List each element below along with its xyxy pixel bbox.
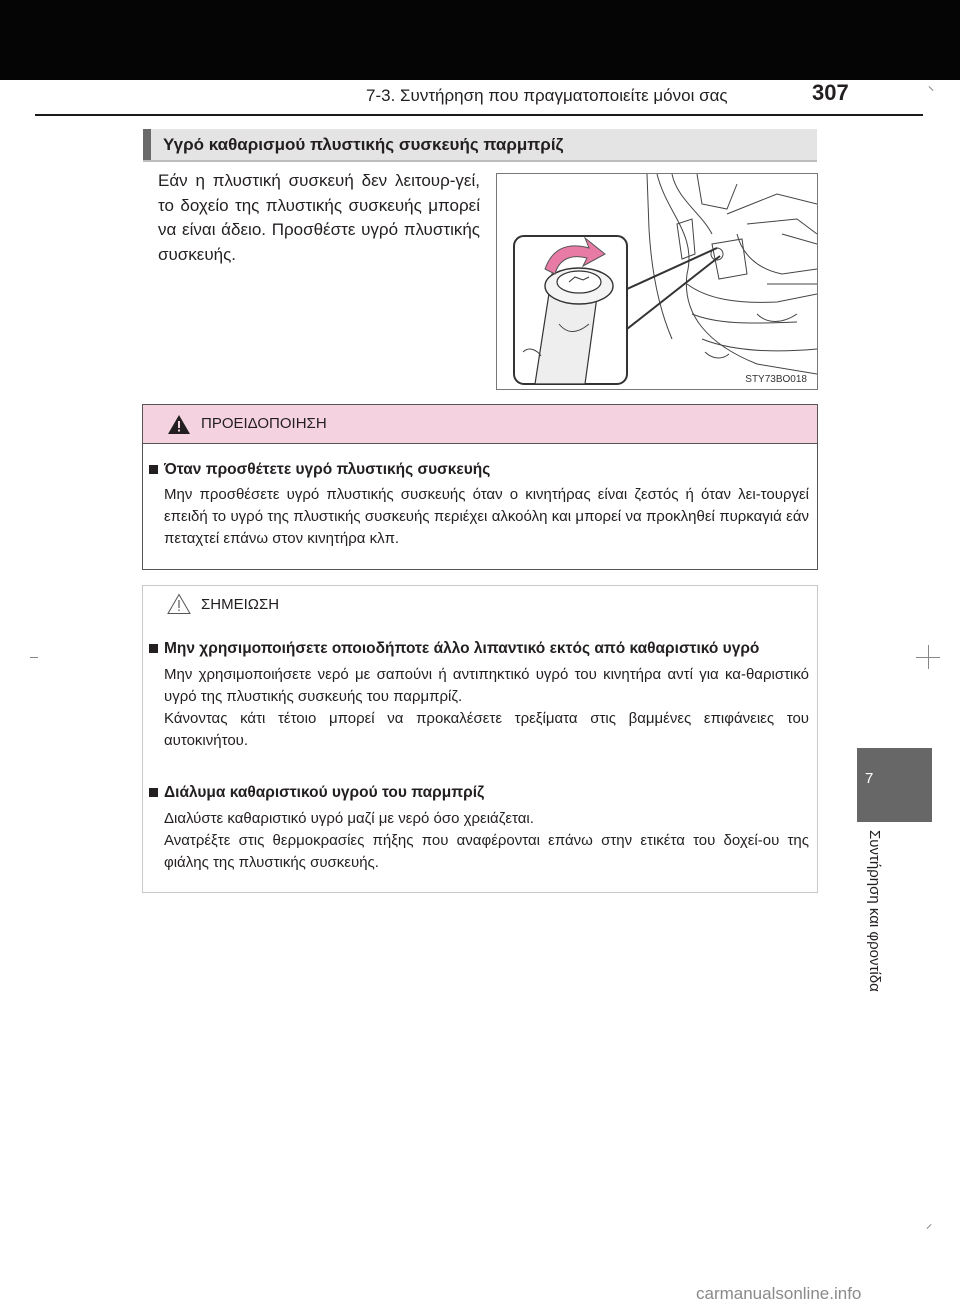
warning-item-title <box>149 459 809 481</box>
note-item-body: Ανατρέξτε στις θερμοκρασίες πήξης που αναφέρονται επάνω στην ετικέτα του δοχεί-ου της φιάλης της πλυστικής συσκευής. <box>164 832 809 871</box>
top-black-bar <box>0 0 960 80</box>
warning-box <box>142 404 818 570</box>
crop-mark <box>927 1224 932 1229</box>
note-heading: ΣΗΜΕΙΩΣΗ <box>201 596 280 613</box>
note-item-title <box>149 638 809 660</box>
note-box <box>142 585 818 893</box>
square-bullet-icon <box>149 465 158 474</box>
note-item-title-text: Μην χρησιμοποιήσετε οποιοδήποτε άλλο λιπαντικό εκτός από καθαριστικό υγρό <box>164 640 760 657</box>
crop-mark <box>928 645 929 669</box>
warning-header <box>143 405 817 444</box>
warning-item-title-text: Όταν προσθέτετε υγρό πλυστικής συσκευής <box>164 461 491 478</box>
note-item-title <box>149 782 809 804</box>
crop-mark <box>929 86 934 91</box>
watermark: carmanualsonline.info <box>696 1284 862 1303</box>
header-section-title: 7-3. Συντήρηση που πραγματοποιείτε μόνοι σας <box>366 86 728 105</box>
header-rule <box>35 114 923 116</box>
warning-heading: ΠΡΟΕΙΔΟΠΟΙΗΣΗ <box>201 415 327 432</box>
note-item <box>149 782 809 874</box>
title-stripe <box>143 129 151 160</box>
square-bullet-icon <box>149 788 158 797</box>
warning-triangle-icon <box>167 414 191 435</box>
note-item-body: Μην χρησιμοποιήσετε νερό με σαπούνι ή αντιπηκτικό υγρό του κινητήρα αντί για κα-θαριστικό υγρό της πλυστικής συσκευής του παρμπρίζ. <box>164 666 809 705</box>
note-item-body: Κάνοντας κάτι τέτοιο μπορεί να προκαλέσετε τρεξίματα στις βαμμένες επιφάνειες του αυτοκινήτου. <box>164 710 809 749</box>
washer-reservoir-illustration <box>497 174 817 389</box>
chapter-tab <box>857 748 932 822</box>
notice-triangle-icon <box>167 593 191 615</box>
warning-item-body: Μην προσθέσετε υγρό πλυστικής συσκευής όταν ο κινητήρας είναι ζεστός ή όταν λει-τουργεί επειδή το υγρό της πλυστικής συσκευής περιέχει αλκοόλη και μπορεί να προκληθεί πυρκαγιά εάν πεταχτεί επάνω στον κινητήρα κλπ. <box>164 486 809 547</box>
section-title: Υγρό καθαρισμού πλυστικής συσκευής παρμπρίζ <box>163 135 564 154</box>
crop-mark <box>30 657 38 658</box>
washer-reservoir-figure <box>496 173 818 390</box>
warning-item <box>149 459 809 550</box>
chapter-number: 7 <box>865 770 874 787</box>
page-number: 307 <box>812 80 849 105</box>
chapter-label: Συντήρηση και φροντίδα <box>866 830 883 992</box>
square-bullet-icon <box>149 644 158 653</box>
section-title-bar <box>143 129 817 162</box>
note-item-body: Διαλύστε καθαριστικό υγρό μαζί με νερό όσο χρειάζεται. <box>164 810 534 827</box>
intro-paragraph: Εάν η πλυστική συσκευή δεν λειτουρ-γεί, το δοχείο της πλυστικής συσκευής μπορεί να είναι άδειο. Προσθέστε υγρό πλυστικής συσκευής. <box>158 171 480 264</box>
figure-code: STY73BO018 <box>745 374 807 385</box>
note-item-title-text: Διάλυμα καθαριστικού υγρού του παρμπρίζ <box>164 784 485 801</box>
note-item <box>149 638 809 752</box>
